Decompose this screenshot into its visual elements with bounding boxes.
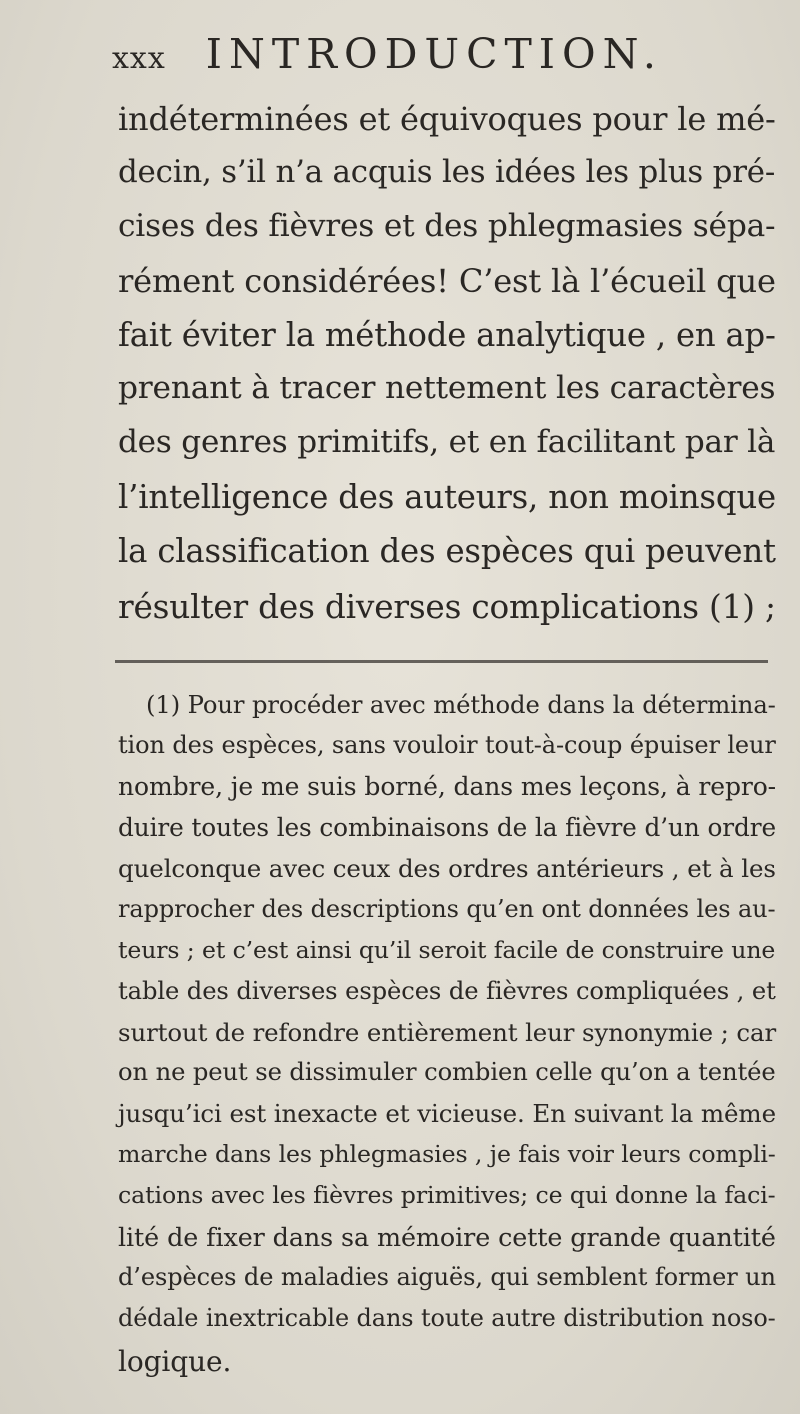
main-text-line: résulter des diverses complications (1) ; (118, 588, 776, 626)
footnote-line: nombre, je me suis borné, dans mes leçons, à repro- (118, 772, 777, 801)
footnote-line: logique. (118, 1345, 232, 1378)
footnote-line: table des diverses espèces de fièvres compliquées , et (118, 977, 776, 1005)
footnote-line: lité de fixer dans sa mémoire cette grande quantité (118, 1222, 776, 1252)
footnote-line: quelconque avec ceux des ordres antérieurs , et à les (118, 854, 776, 883)
running-title: INTRODUCTION. (205, 30, 663, 78)
footnote-line: tion des espèces, sans vouloir tout-à-coup épuiser leur (118, 731, 776, 759)
footnote-line: dédale inextricable dans toute autre distribution noso- (118, 1304, 776, 1332)
main-text-line: indéterminées et équivoques pour le mé- (118, 100, 776, 138)
footnote-line: surtout de refondre entièrement leur synonymie ; car (118, 1018, 777, 1047)
main-text-line: decin, s’il n’a acquis les idées les plus pré- (118, 154, 776, 190)
main-text-line: la classification des espèces qui peuvent (118, 532, 776, 570)
main-text-line: rément considérées! C’est là l’écueil que (118, 262, 776, 300)
footnote-divider (115, 660, 768, 663)
footnote-line: teurs ; et c’est ainsi qu’il seroit facile de construire une (118, 936, 776, 964)
main-text-line: l’intelligence des auteurs, non moinsque (118, 478, 776, 516)
footnote-line: duire toutes les combinaisons de la fièvre d’un ordre (118, 813, 776, 842)
main-text-line: prenant à tracer nettement les caractères (118, 370, 776, 406)
footnote-line: jusqu’ici est inexacte et vicieuse. En suivant la même (118, 1099, 776, 1128)
footnote-line: rapprocher des descriptions qu’en ont données les au- (118, 895, 776, 923)
footnote-line: marche dans les phlegmasies , je fais voir leurs compli- (118, 1140, 776, 1168)
footnote-line: (1) Pour procéder avec méthode dans la détermina- (146, 690, 776, 719)
main-text-line: fait éviter la méthode analytique , en ap- (118, 316, 776, 354)
page-number: xxx (112, 41, 166, 76)
page-header (112, 30, 663, 80)
main-text-line: cises des fièvres et des phlegmasies sépa- (118, 208, 776, 244)
main-text-line: des genres primitifs, et en facilitant par là (118, 424, 776, 460)
footnote-line: cations avec les fièvres primitives; ce qui donne la faci- (118, 1181, 776, 1209)
footnote-line: on ne peut se dissimuler combien celle qu’on a tentée (118, 1058, 776, 1086)
footnote-line: d’espèces de maladies aiguës, qui semblent former un (118, 1263, 776, 1291)
